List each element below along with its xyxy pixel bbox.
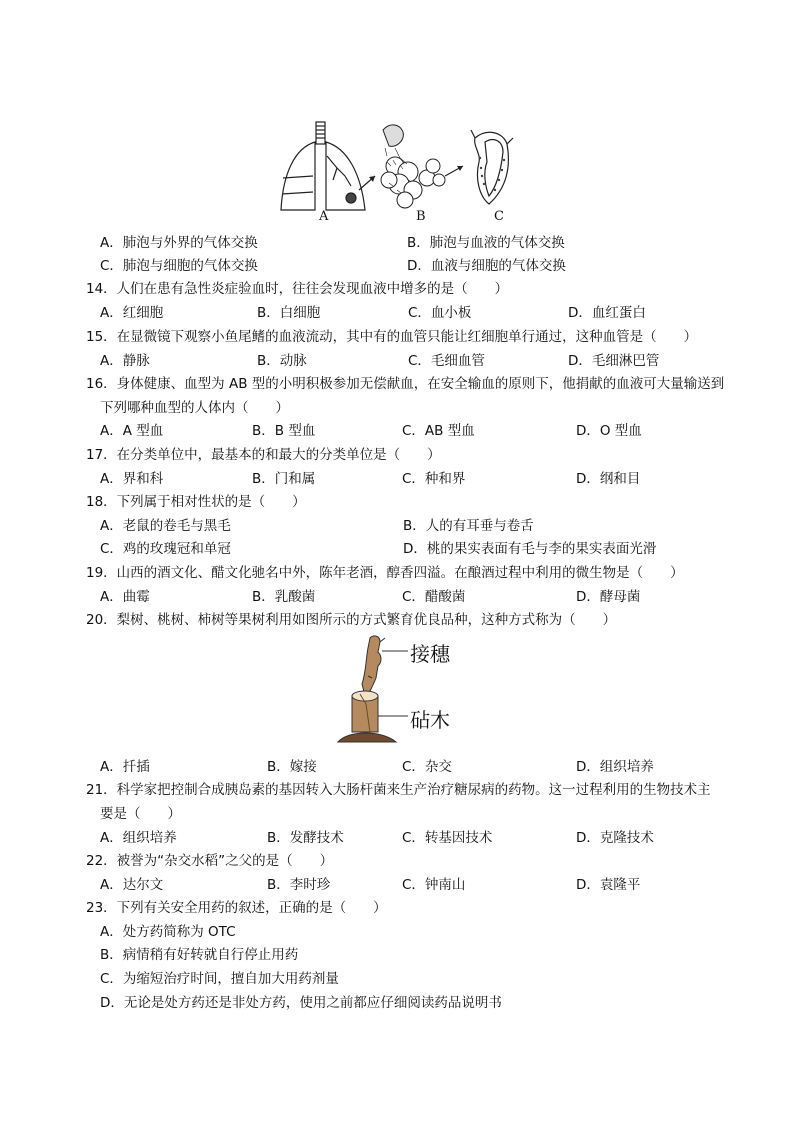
q17-option-c: C．种和界 <box>402 471 466 487</box>
q19-option-d: D．酵母菌 <box>576 589 641 605</box>
q16-stem-line2: 下列哪种血型的人体内（ ） <box>100 400 289 416</box>
q22-option-b: B．李时珍 <box>267 877 331 893</box>
rootstock-label: 砧木 <box>410 708 450 732</box>
q17-option-d: D．纲和目 <box>576 471 641 487</box>
q19-stem: 19．山西的酒文化、醋文化驰名中外，陈年老酒，醇香四溢。在酿酒过程中利用的微生物是（ ） <box>86 565 684 581</box>
q16-option-a: A．A 型血 <box>100 423 164 439</box>
q20-option-c: C．杂交 <box>402 759 452 775</box>
q16-option-d: D．O 型血 <box>576 423 642 439</box>
q21-option-d: D．克隆技术 <box>576 830 654 846</box>
q21-option-b: B．发酵技术 <box>267 830 344 846</box>
q23-option-c: C．为缩短治疗时间，擅自加大用药剂量 <box>100 971 339 987</box>
q21-stem-line1: 21．科学家把控制合成胰岛素的基因转入大肠杆菌来生产治疗糖尿病的药物。这一过程利用的生物技术主 <box>86 782 711 798</box>
q20-stem: 20．梨树、桃树、柿树等果树利用如图所示的方式繁育优良品种，这种方式称为（ ） <box>86 612 617 628</box>
figure-label-a: A <box>319 209 329 224</box>
q15-stem: 15．在显微镜下观察小鱼尾鳍的血液流动，其中有的血管只能让红细胞单行通过，这种血管是（ ） <box>86 329 698 345</box>
q15-option-b: B．动脉 <box>257 353 307 369</box>
q23-option-d: D．无论是处方药还是非处方药，使用之前都应仔细阅读药品说明书 <box>100 995 502 1011</box>
q21-stem-line2: 要是（ ） <box>100 806 181 822</box>
q17-option-b: B．门和属 <box>252 471 316 487</box>
q23-option-b: B．病情稍有好转就自行停止用药 <box>100 947 299 963</box>
q18-option-a: A．老鼠的卷毛与黑毛 <box>100 518 231 534</box>
q15-option-c: C．毛细血管 <box>408 353 485 369</box>
q23-stem: 23．下列有关安全用药的叙述，正确的是（ ） <box>86 900 387 916</box>
q21-option-a: A．组织培养 <box>100 830 177 846</box>
q16-option-c: C．AB 型血 <box>402 423 475 439</box>
q22-option-a: A．达尔文 <box>100 877 164 893</box>
q13-option-c: C．肺泡与细胞的气体交换 <box>100 258 258 274</box>
q22-stem: 22．被誉为“杂交水稻”之父的是（ ） <box>86 853 334 869</box>
q23-option-a: A．处方药简称为 OTC <box>100 924 236 940</box>
q14-stem: 14．人们在患有急性炎症验血时，往往会发现血液中增多的是（ ） <box>86 281 509 297</box>
figure-label-c: C <box>494 209 504 224</box>
q17-option-a: A．界和科 <box>100 471 164 487</box>
q18-option-d: D．桃的果实表面有毛与李的果实表面光滑 <box>403 541 657 557</box>
q13-option-b: B．肺泡与血液的气体交换 <box>407 235 565 251</box>
q15-option-d: D．毛细淋巴管 <box>568 353 660 369</box>
q18-stem: 18．下列属于相对性状的是（ ） <box>86 494 306 510</box>
q15-option-a: A．静脉 <box>100 353 150 369</box>
figure-label-b: B <box>416 209 426 224</box>
q13-option-d: D．血液与细胞的气体交换 <box>407 258 566 274</box>
q14-option-a: A．红细胞 <box>100 305 164 321</box>
q14-option-b: B．白细胞 <box>257 305 321 321</box>
q18-option-c: C．鸡的玫瑰冠和单冠 <box>100 541 231 557</box>
q22-option-d: D．袁隆平 <box>576 877 641 893</box>
grafting-figure <box>330 632 420 754</box>
q19-option-c: C．醋酸菌 <box>402 589 466 605</box>
q21-option-c: C．转基因技术 <box>402 830 493 846</box>
q20-option-b: B．嫁接 <box>267 759 317 775</box>
q13-option-a: A．肺泡与外界的气体交换 <box>100 235 258 251</box>
q19-option-a: A．曲霉 <box>100 589 150 605</box>
scion-label: 接穗 <box>410 642 450 666</box>
q16-stem-line1: 16．身体健康、血型为 AB 型的小明积极参加无偿献血，在安全输血的原则下，他捐献的血液可大量输送到 <box>86 376 725 392</box>
q17-stem: 17．在分类单位中，最基本的和最大的分类单位是（ ） <box>86 447 441 463</box>
q20-option-a: A．扦插 <box>100 759 150 775</box>
respiratory-figure <box>275 118 525 218</box>
q20-option-d: D．组织培养 <box>576 759 654 775</box>
q19-option-b: B．乳酸菌 <box>252 589 316 605</box>
q14-option-d: D．血红蛋白 <box>568 305 646 321</box>
q14-option-c: C．血小板 <box>408 305 472 321</box>
q16-option-b: B．B 型血 <box>252 423 316 439</box>
q22-option-c: C．钟南山 <box>402 877 466 893</box>
q18-option-b: B．人的有耳垂与卷舌 <box>403 518 534 534</box>
